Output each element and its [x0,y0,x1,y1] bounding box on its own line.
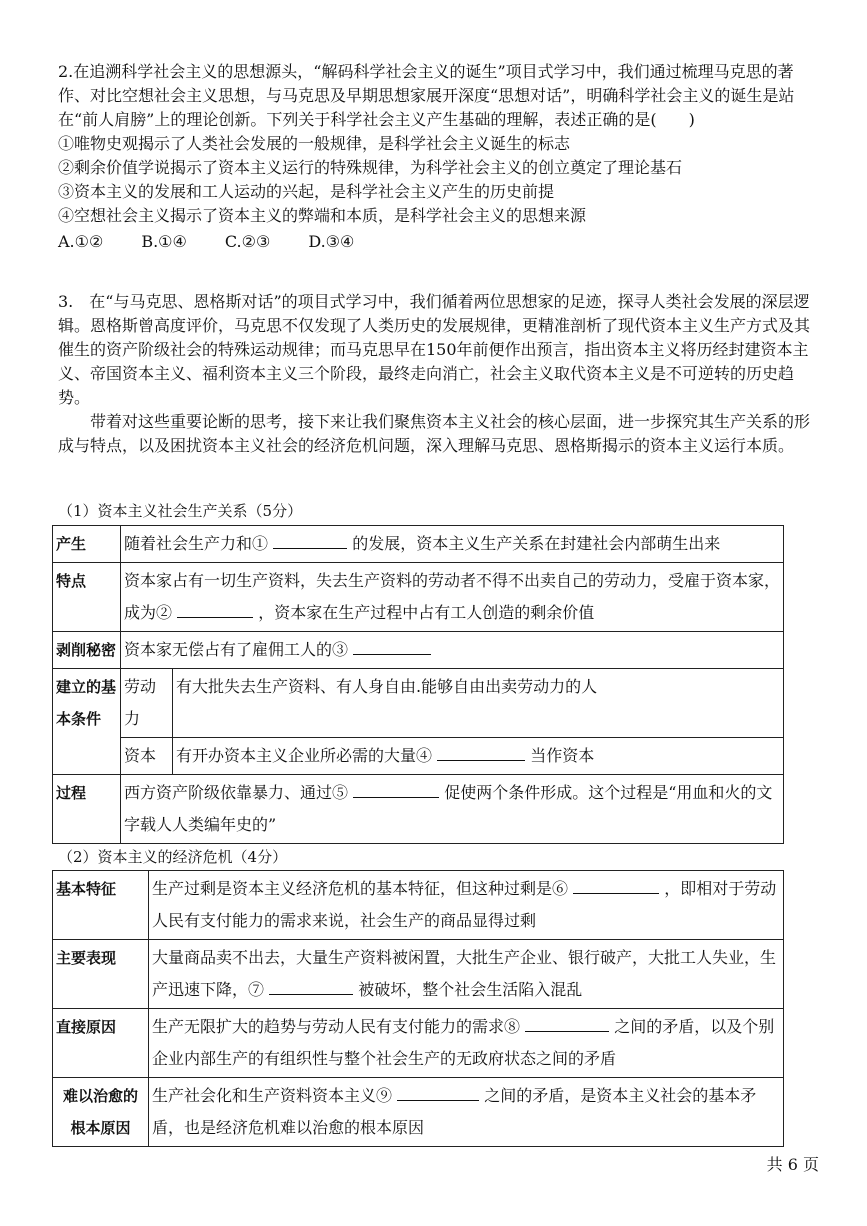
blank-4[interactable] [437,742,525,761]
table-row [53,563,784,632]
section-1-title: （1）资本主义社会生产关系（5分） [58,502,303,520]
basic-text-b: ，即相对于劳动人民有支付能力的需求来说，社会生产的商品显得过剩 [152,879,777,930]
row-label-basic: 基本特征 [53,871,149,940]
row-content-feature [121,563,784,632]
row-label-root: 难以治愈的根本原因 [53,1078,149,1147]
row-label-produce: 产生 [53,526,121,563]
row-content-labor: 有大批失去生产资料、有人身自由.能够自由出卖劳动力的人 [173,669,784,738]
economic-crisis-table [52,870,784,1147]
main-text-a: 大量商品卖不出去，大量生产资料被闲置，大批生产企业、银行破产，大批工人失业，生产迅速下降，⑦ [152,948,777,999]
row-label-basis: 建立的基本条件 [53,669,121,775]
blank-7[interactable] [269,976,353,995]
blank-8[interactable] [525,1013,609,1032]
table-row [53,1009,784,1078]
row-content-secret [121,632,784,669]
capital-text-b: 当作资本 [530,746,595,765]
blank-1[interactable] [273,530,347,549]
root-text-b: 之间的矛盾，是资本主义社会的基本矛盾，也是经济危机难以治愈的根本原因 [152,1086,757,1137]
row-content-root [149,1078,784,1147]
blank-5[interactable] [353,779,439,798]
statement-1: ①唯物史观揭示了人类社会发展的一般规律，是科学社会主义诞生的标志 [58,134,571,153]
question-3-transition: 带着对这些重要论断的思考，接下来让我们聚焦资本主义社会的核心层面，进一步探究其生产关系的形成与特点，以及困扰资本主义社会的经济危机问题，深入理解马克思、恩格斯揭示的资本主义运行本质。 [58,412,811,455]
blank-6[interactable] [573,875,659,894]
sub-label-capital: 资本 [121,738,173,775]
row-content-process [121,775,784,844]
table-row [53,871,784,940]
row-label-direct: 直接原因 [53,1009,149,1078]
statement-4: ④空想社会主义揭示了资本主义的弊端和本质，是科学社会主义的思想来源 [58,206,587,225]
option-a[interactable]: A.①② [58,232,104,251]
row-content-capital [173,738,784,775]
table-row [53,632,784,669]
blank-2[interactable] [177,599,253,618]
page-count: 共 6 页 [766,1155,819,1174]
root-text-a: 生产社会化和生产资料资本主义⑨ [152,1086,393,1105]
question-3 [58,290,818,458]
process-text-b: 促使两个条件形成。这个过程是“用血和火的文字载人人类编年史的” [124,783,773,834]
process-text-a: 西方资产阶级依靠暴力、通过⑤ [124,783,349,802]
basic-text-a: 生产过剩是资本主义经济危机的基本特征，但这种过剩是⑥ [152,879,569,898]
table-row [53,669,784,738]
capital-text-a: 有开办资本主义企业所必需的大量④ [176,746,433,765]
main-text-b: 被破坏，整个社会生活陷入混乱 [358,980,583,999]
row-label-secret: 剥削秘密 [53,632,121,669]
produce-text-a: 随着社会生产力和① [124,534,269,553]
section-2-title: （2）资本主义的经济危机（4分） [58,848,288,866]
option-b[interactable]: B.①④ [141,232,187,251]
direct-text-a: 生产无限扩大的趋势与劳动人民有支付能力的需求⑧ [152,1017,521,1036]
sub-label-labor: 劳动力 [121,669,173,738]
question-3-intro: 3. 在“与马克思、恩格斯对话”的项目式学习中，我们循着两位思想家的足迹，探寻人类社会发展的深层逻辑。恩格斯曾高度评价，马克思不仅发现了人类历史的发展规律，更精准剖析了现代资本主义生产方式及其催生的资产阶级社会的特殊运动规律；而马克思早在150年前便作出预言，指出资本主义将历经封建资本主义、帝国资本主义、福利资本主义三个阶段，最终走向消亡，社会主义取代资本主义是不可逆转的历史趋势。 [58,292,811,407]
option-c[interactable]: C.②③ [224,232,271,251]
answer-options [58,230,818,254]
production-relations-table [52,525,784,844]
blank-3[interactable] [353,636,431,655]
statement-3: ③资本主义的发展和工人运动的兴起，是科学社会主义产生的历史前提 [58,182,555,201]
row-label-main: 主要表现 [53,940,149,1009]
question-2 [58,60,818,254]
question-2-stem: 2.在追溯科学社会主义的思想源头，“解码科学社会主义的诞生”项目式学习中，我们通过梳理马克思的著作、对比空想社会主义思想，与马克思及早期思想家展开深度“思想对话”，明确科学社会主义的诞生是站在“前人肩膀”上的理论创新。下列关于科学社会主义产生基础的理解，表述正确的是( ) [58,62,795,129]
statement-2: ②剩余价值学说揭示了资本主义运行的特殊规律，为科学社会主义的创立奠定了理论基石 [58,158,683,177]
table-row [53,526,784,563]
produce-text-b: 的发展，资本主义生产关系在封建社会内部萌生出来 [352,534,721,553]
row-content-main [149,940,784,1009]
direct-text-b: 之间的矛盾，以及个别企业内部生产的有组织性与整个社会生产的无政府状态之间的矛盾 [152,1017,775,1068]
table-row [53,940,784,1009]
row-content-produce [121,526,784,563]
row-label-process: 过程 [53,775,121,844]
feature-text-a: 资本家占有一切生产资料，失去生产资料的劳动者不得不出卖自己的劳动力，受雇于资本家，成为② [124,571,781,622]
option-d[interactable]: D.③④ [308,232,355,251]
row-content-basic [149,871,784,940]
table-row [53,738,784,775]
row-label-feature: 特点 [53,563,121,632]
table-row [53,775,784,844]
secret-text-a: 资本家无偿占有了雇佣工人的③ [124,640,349,659]
row-content-direct [149,1009,784,1078]
feature-text-b: ，资本家在生产过程中占有工人创造的剩余价值 [258,603,595,622]
blank-9[interactable] [397,1082,479,1101]
table-row [53,1078,784,1147]
